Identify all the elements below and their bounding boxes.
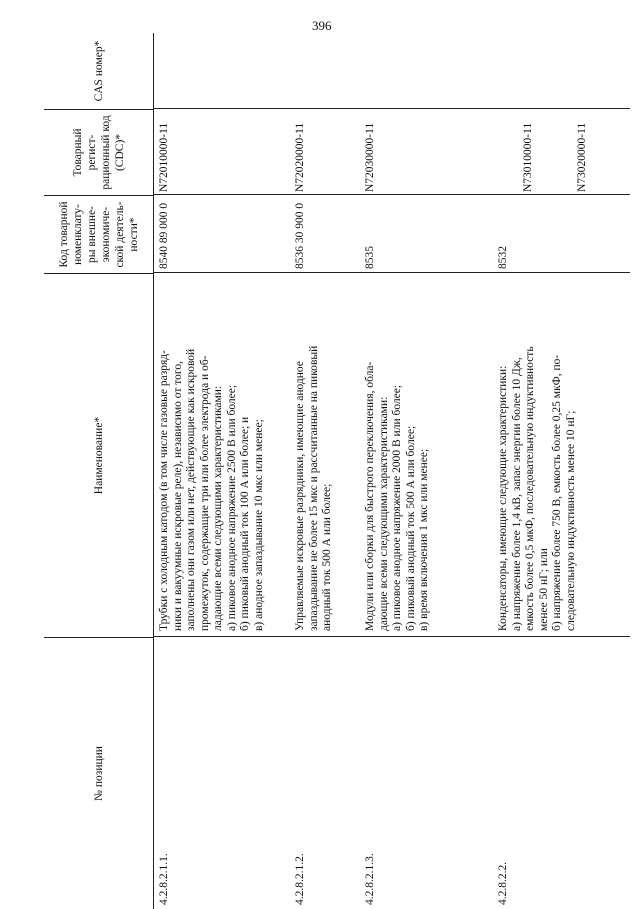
- name-line: Модули или сборки для быстрого переключения, обла-: [364, 361, 376, 631]
- header-cas: [44, 33, 154, 109]
- header-cdc-line: (CDC)*: [113, 133, 126, 172]
- header-name-text: Наименование*: [92, 416, 105, 495]
- row-tnved: 8540 89 000 0: [158, 202, 170, 269]
- column-separator: [154, 194, 630, 195]
- header-tnved-line: ности*: [127, 217, 140, 252]
- row-name: [158, 279, 266, 631]
- name-line: ладающие всеми следующими характеристиками:: [212, 385, 224, 631]
- header-position-text: № позиции: [92, 746, 105, 801]
- header-name: [44, 273, 154, 637]
- name-line: Трубки с холодным катодом (в том числе газовые разряд-: [158, 350, 170, 631]
- header-cdc-line: Товарный регист-: [71, 128, 98, 177]
- row-name: [364, 279, 432, 631]
- name-line: промежуток, содержащие три или более электрода и об-: [198, 355, 211, 631]
- header-tnved-line: ры внешне-: [85, 206, 98, 263]
- name-line: следовательную индуктивность менее 10 нГ;: [564, 410, 577, 631]
- row-tnved: 8536 30 900 0: [294, 202, 306, 269]
- name-line: в) анодное запаздывание 10 мкс или менее;: [252, 419, 265, 631]
- name-line: б) пиковый анодный ток 500 А или более;: [404, 425, 417, 631]
- header-tnved-line: ской деятель-: [113, 201, 126, 268]
- name-line: запаздывание не более 15 мкс и рассчитанные на пиковый: [307, 345, 320, 631]
- name-line: анодный ток 500 А или более;: [321, 483, 333, 631]
- name-line: а) пиковое анодное напряжение 2500 В или более;: [225, 384, 238, 631]
- column-separator: [154, 272, 630, 273]
- row-position: 4.2.8.2.2.: [497, 861, 509, 905]
- row-position: 4.2.8.2.1.3.: [364, 853, 376, 905]
- row-name: [497, 279, 578, 631]
- header-tnved-line: Код товарной: [57, 201, 70, 268]
- column-separator: [154, 108, 630, 109]
- name-line: дающие всеми следующими характеристиками:: [377, 396, 390, 631]
- row-position: 4.2.8.2.1.2.: [294, 853, 306, 905]
- name-line: менее 50 нГ; или: [537, 548, 550, 631]
- header-position: [44, 637, 154, 909]
- header-tnved: [44, 195, 154, 273]
- row-name: [294, 279, 335, 631]
- row-tnved: 8532: [497, 246, 509, 269]
- header-tnved-line: экономиче-: [99, 206, 112, 263]
- name-line: емкость более 0,5 мкФ, последовательную индуктивность: [524, 346, 536, 631]
- name-line: Конденсаторы, имеющие следующие характеристики:: [497, 365, 509, 631]
- header-cas-text: CAS номер*: [92, 40, 105, 102]
- name-line: в) время включения 1 мкс или менее;: [418, 448, 430, 631]
- name-line: а) пиковое анодное напряжение 2000 В или более;: [391, 384, 403, 631]
- name-line: а) напряжение более 1,4 кВ, запас энергии более 10 Дж,: [510, 357, 523, 631]
- column-separator: [154, 636, 630, 637]
- page-number: 396: [312, 18, 332, 33]
- name-line: б) пиковый анодный ток 100 А или более; и: [239, 416, 251, 631]
- row-cdc: N72030000-11: [364, 122, 376, 192]
- header-cdc-line: рационный код: [99, 115, 112, 190]
- row-cdc: N72010000-11: [158, 122, 170, 192]
- row-cdc: N73010000-11: [522, 122, 534, 192]
- name-line: ники и вакуумные искровые реле), независимо от того,: [171, 361, 184, 631]
- rotated-table: [44, 33, 630, 909]
- row-tnved: 8535: [364, 246, 376, 269]
- header-cdc: [44, 109, 154, 195]
- name-line: Управляемые искровые разрядники, имеющие анодное: [294, 361, 306, 631]
- header-tnved-line: номенклату-: [71, 204, 84, 265]
- row-cdc: N72020000-11: [294, 122, 306, 192]
- row-cdc: N73020000-11: [576, 122, 588, 192]
- row-position: 4.2.8.2.1.1.: [158, 853, 170, 905]
- name-line: заполнены они газом или нет, действующие как искровой: [185, 348, 197, 631]
- name-line: б) напряжение более 750 В, емкость более 0,25 мкФ, по-: [551, 354, 563, 631]
